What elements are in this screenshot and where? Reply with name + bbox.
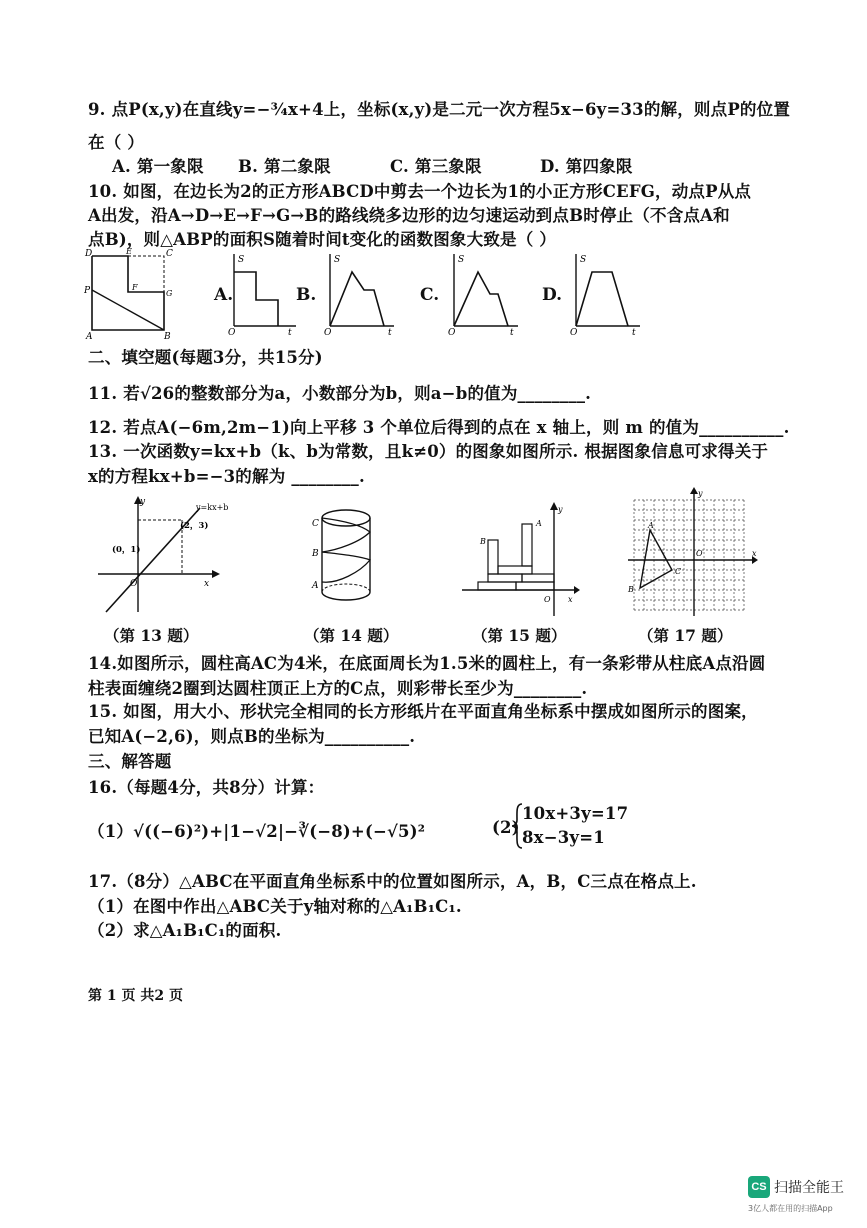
- page-footer: 第 1 页 共2 页: [88, 988, 183, 1004]
- q10-graph-b: [322, 250, 398, 336]
- q10-option-d-label: D.: [542, 285, 563, 305]
- caption-14: （第 14 题）: [304, 626, 399, 645]
- q10-square-figure: [84, 246, 180, 340]
- q16-part1: （1）√((−6)²)+|1−√2|−∛(−8)+(−√5)²: [88, 822, 426, 841]
- svg-text:(0，1): (0，1): [112, 545, 141, 555]
- svg-text:y: y: [140, 497, 146, 507]
- q10-graph-d: [568, 250, 644, 336]
- square-label-a: A: [86, 332, 93, 340]
- svg-text:(2，3): (2，3): [180, 521, 209, 531]
- square-label-b: B: [164, 332, 171, 340]
- svg-text:C: C: [675, 567, 682, 576]
- svg-text:B: B: [480, 537, 486, 546]
- q15-line2: 已知A(−2,6)，则点B的坐标为__________.: [88, 727, 416, 746]
- camscanner-logo-icon: CS: [748, 1176, 770, 1198]
- square-label-p: P: [84, 286, 91, 296]
- svg-text:C: C: [312, 519, 319, 529]
- q16-eq2: 8x−3y=1: [522, 828, 605, 847]
- q9-option-d: D. 第四象限: [540, 157, 633, 176]
- q9-option-a: A. 第一象限: [112, 157, 204, 176]
- fig14-cylinder: [304, 502, 384, 618]
- section-fill-in: 二、填空题(每题3分，共15分): [88, 348, 323, 367]
- caption-17: （第 17 题）: [638, 626, 733, 645]
- camscanner-watermark: [748, 1176, 844, 1198]
- q10-graph-a: [226, 250, 298, 336]
- q10-line1: 10. 如图，在边长为2的正方形ABCD中剪去一个边长为1的小正方形CEFG，动点P从点: [88, 182, 752, 201]
- svg-text:B: B: [312, 549, 319, 559]
- q14-line2: 柱表面缠绕2圈到达圆柱顶正上方的C点，则彩带长至少为________.: [88, 679, 588, 698]
- q13-line2: x的方程kx+b=−3的解为 ________.: [88, 467, 365, 486]
- q12: 12. 若点A(−6m,2m−1)向上平移 3 个单位后得到的点在 x 轴上，则 m 的值为__________.: [88, 418, 790, 437]
- square-label-d: D: [85, 249, 93, 259]
- section-solve: 三、解答题: [88, 752, 172, 771]
- q17-line3: （2）求△A₁B₁C₁的面积.: [88, 921, 282, 940]
- q10-option-c-label: C.: [420, 285, 440, 305]
- svg-text:x: x: [204, 579, 210, 589]
- svg-text:A: A: [536, 519, 542, 528]
- svg-text:B: B: [628, 585, 634, 594]
- camscanner-name: 扫描全能王: [774, 1180, 844, 1196]
- fig13-linear-function: [92, 494, 242, 618]
- svg-text:O: O: [544, 595, 551, 604]
- square-label-c: C: [166, 249, 173, 259]
- q17-line1: 17.（8分）△ABC在平面直角坐标系中的位置如图所示，A，B，C三点在格点上.: [88, 872, 697, 891]
- q14-line1: 14.如图所示，圆柱高AC为4米，在底面周长为1.5米的圆柱上，有一条彩带从柱底A点沿圆: [88, 654, 766, 673]
- svg-text:S: S: [334, 255, 341, 265]
- q17-line2: （1）在图中作出△ABC关于y轴对称的△A₁B₁C₁.: [88, 897, 462, 916]
- svg-text:S: S: [238, 255, 245, 265]
- svg-text:S: S: [458, 255, 465, 265]
- svg-text:t: t: [632, 328, 636, 336]
- svg-text:y: y: [698, 489, 703, 498]
- q15-line1: 15. 如图，用大小、形状完全相同的长方形纸片在平面直角坐标系中摆成如图所示的图案，: [88, 702, 758, 721]
- q10-graph-c: [446, 250, 522, 336]
- svg-text:x: x: [568, 595, 573, 604]
- square-label-g: G: [166, 289, 173, 298]
- q10-option-a-label: A.: [214, 285, 234, 305]
- q9-line1: 9. 点P(x,y)在直线y=−¾x+4上，坐标(x,y)是二元一次方程5x−6y=33的解，则点P的位置: [88, 100, 791, 119]
- q11: 11. 若√26的整数部分为a，小数部分为b，则a−b的值为________.: [88, 384, 592, 403]
- svg-text:y=kx+b: y=kx+b: [196, 503, 229, 512]
- camscanner-slogan: 3亿人都在用的扫描App: [748, 1204, 833, 1213]
- fig17-grid: [620, 484, 764, 620]
- svg-text:O: O: [228, 328, 236, 336]
- svg-text:x: x: [752, 549, 757, 558]
- svg-text:O: O: [130, 579, 138, 589]
- fig15-rectangles: [458, 500, 582, 618]
- square-label-e: E: [126, 247, 132, 256]
- svg-text:O: O: [448, 328, 456, 336]
- svg-text:t: t: [288, 328, 292, 336]
- q9-option-b: B. 第二象限: [238, 157, 331, 176]
- svg-text:t: t: [388, 328, 392, 336]
- svg-text:t: t: [510, 328, 514, 336]
- svg-text:y: y: [558, 505, 563, 514]
- caption-15: （第 15 题）: [472, 626, 567, 645]
- q16-part2-label: (2): [492, 818, 520, 837]
- q10-option-b-label: B.: [296, 285, 317, 305]
- q16-title: 16.（每题4分，共8分）计算：: [88, 778, 325, 797]
- q13-line1: 13. 一次函数y=kx+b（k、b为常数，且k≠0）的图象如图所示. 根据图象信息可求得关于: [88, 442, 769, 461]
- q9-line2: 在（ ）: [88, 133, 145, 152]
- svg-text:O: O: [570, 328, 578, 336]
- svg-text:O: O: [324, 328, 332, 336]
- svg-text:A: A: [312, 581, 319, 591]
- svg-text:A: A: [648, 521, 654, 530]
- svg-text:S: S: [580, 255, 587, 265]
- q16-eq1: 10x+3y=17: [522, 804, 629, 823]
- caption-13: （第 13 题）: [104, 626, 199, 645]
- q10-line2: A出发，沿A→D→E→F→G→B的路线绕多边形的边匀速运动到点B时停止（不含点A和: [88, 206, 730, 225]
- q9-option-c: C. 第三象限: [390, 157, 482, 176]
- q10-line3: 点B)，则△ABP的面积S随着时间t变化的函数图象大致是（ ）: [88, 230, 557, 249]
- square-label-f: F: [132, 283, 138, 292]
- svg-text:O: O: [696, 549, 703, 558]
